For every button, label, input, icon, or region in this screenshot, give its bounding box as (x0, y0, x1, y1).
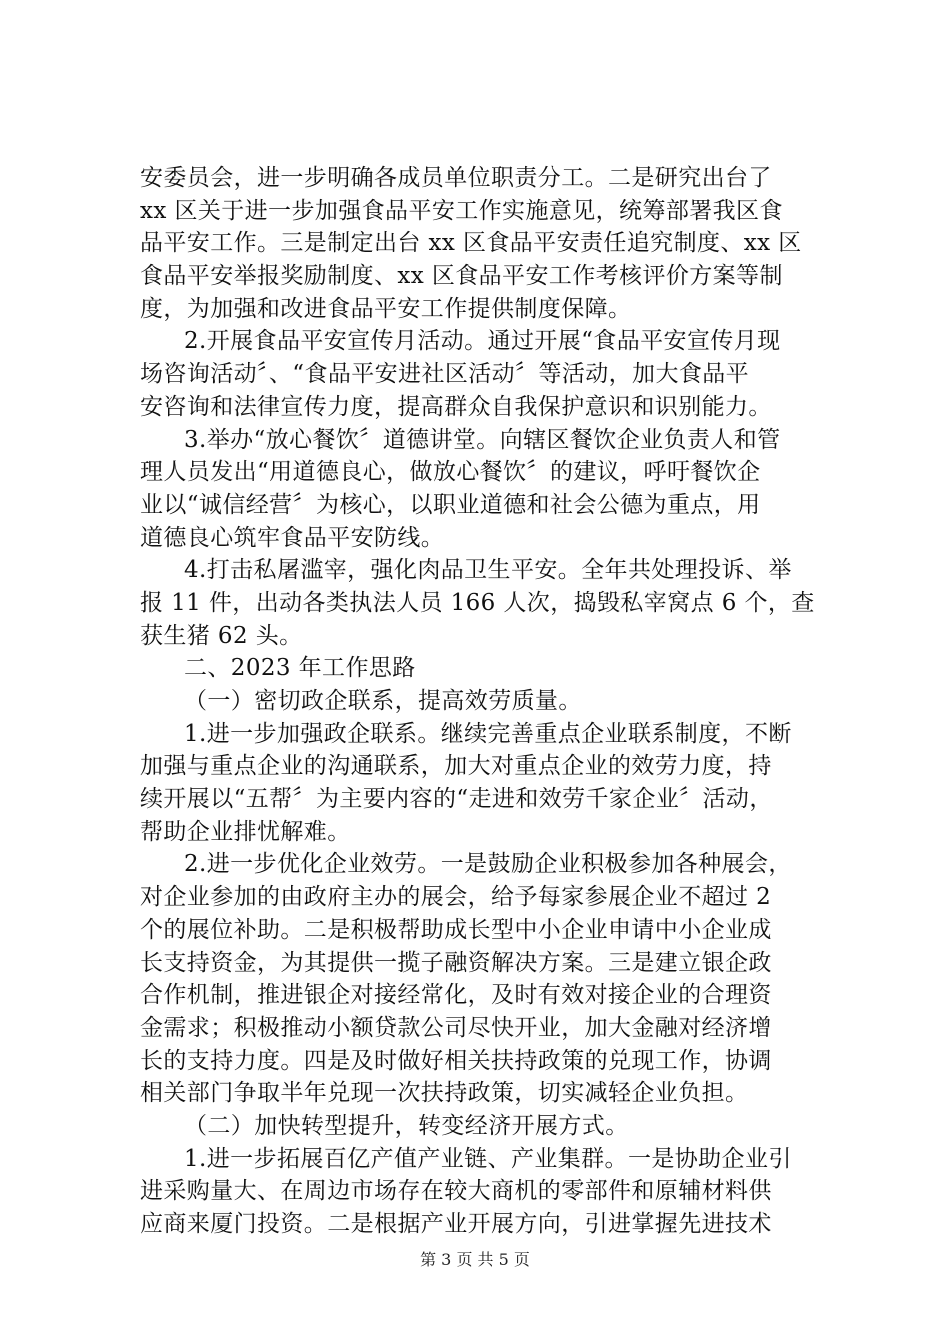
text-line: 进采购量大、在周边市场存在较大商机的零部件和原辅材料供 (140, 1178, 772, 1205)
text-line: 应商来厦门投资。二是根据产业开展方向，引进掌握先进技术 (140, 1211, 772, 1237)
text-line: 业以“诚信经营〞为核心，以职业道德和社会公德为重点，用 (140, 491, 761, 518)
text-line: 度，为加强和改进食品平安工作提供制度保障。 (140, 295, 632, 322)
text-line: 场咨询活动〞、“食品平安进社区活动〞等活动，加大食品平 (140, 361, 750, 388)
text-line: 金需求；积极推动小额贷款公司尽快开业，加大金融对经济增 (140, 1014, 772, 1041)
text-line: 长支持资金，为其提供一揽子融资解决方案。三是建立银企政 (140, 949, 772, 976)
text-line: 品平安工作。三是制定出台 xx 区食品平安责任追究制度、xx 区 (140, 230, 802, 257)
text-line: 安咨询和法律宣传力度，提高群众自我保护意识和识别能力。 (140, 393, 772, 420)
paragraph-start-line: 2.开展食品平安宣传月活动。通过开展“食品平安宣传月现 (184, 328, 781, 355)
text-line: 帮助企业排忧解难。 (140, 818, 351, 845)
text-line: 续开展以“五帮〞为主要内容的“走进和效劳千家企业〞活动， (140, 786, 773, 813)
paragraph-start-line: 2.进一步优化企业效劳。一是鼓励企业积极参加各种展会， (184, 851, 792, 878)
text-line: 对企业参加的由政府主办的展会，给予每家参展企业不超过 2 (140, 884, 772, 911)
section-heading: 二、2023 年工作思路 (184, 655, 416, 682)
paragraph-start-line: 4.打击私屠滥宰，强化肉品卫生平安。全年共处理投诉、举 (184, 557, 792, 584)
page-footer: 第 3 页 共 5 页 (420, 1250, 530, 1269)
text-line: 理人员发出“用道德良心，做放心餐饮〞的建议，呼吁餐饮企 (140, 459, 761, 486)
text-line: 获生猪 62 头。 (140, 622, 303, 649)
text-line: xx 区关于进一步加强食品平安工作实施意见，统筹部署我区食 (140, 197, 783, 224)
paragraph-start-line: 3.举办“放心餐饮〞道德讲堂。向辖区餐饮企业负责人和管 (184, 426, 781, 453)
text-line: 道德良心筑牢食品平安防线。 (140, 524, 445, 551)
text-line: 加强与重点企业的沟通联系，加大对重点企业的效劳力度，持 (140, 753, 772, 780)
subsection-heading: （二）加快转型提升，转变经济开展方式。 (184, 1112, 629, 1139)
text-line: 个的展位补助。二是积极帮助成长型中小企业申请中小企业成 (140, 916, 772, 943)
paragraph-start-line: 1.进一步加强政企联系。继续完善重点企业联系制度，不断 (184, 720, 792, 747)
text-line: 相关部门争取半年兑现一次扶持政策，切实减轻企业负担。 (140, 1080, 749, 1107)
text-line: 食品平安举报奖励制度、xx 区食品平安工作考核评价方案等制 (140, 263, 783, 290)
subsection-heading: （一）密切政企联系，提高效劳质量。 (184, 688, 582, 714)
text-line: 安委员会，进一步明确各成员单位职责分工。二是研究出台了 (140, 165, 772, 191)
paragraph-start-line: 1.进一步拓展百亿产值产业链、产业集群。一是协助企业引 (184, 1145, 792, 1172)
document-body (140, 162, 830, 1241)
text-line: 长的支持力度。四是及时做好相关扶持政策的兑现工作，协调 (140, 1047, 772, 1074)
text-line: 报 11 件，出动各类执法人员 166 人次，捣毁私宰窝点 6 个，查 (140, 589, 815, 616)
text-line: 合作机制，推进银企对接经常化，及时有效对接企业的合理资 (140, 982, 772, 1009)
